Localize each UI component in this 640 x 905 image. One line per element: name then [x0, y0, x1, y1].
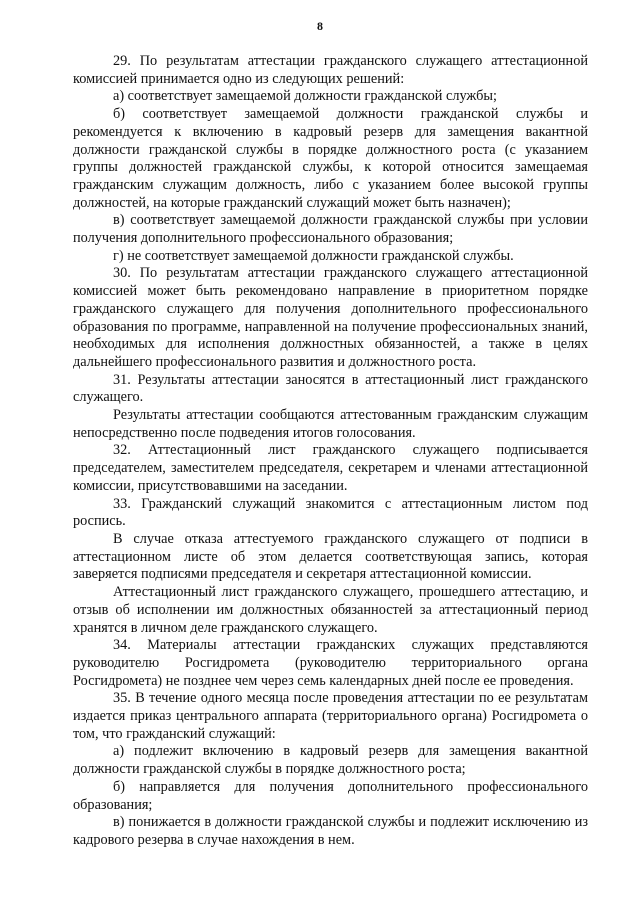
paragraph-35-a: а) подлежит включению в кадровый резерв для замещения вакантной должности гражданской службы в порядке должностного роста; — [73, 743, 588, 778]
paragraph-30: 30. По результатам аттестации гражданского служащего аттестационной комиссией может быть рекомендовано направление в приоритетном порядке гражданского служащего для получения дополнительного профессионального образования по программе, направленной на получение профессиональных знаний, необходимых для исполнения должностных обязанностей, а также в целях дальнейшего профессионального развития и должностного роста. — [73, 265, 588, 370]
paragraph-29-a: а) соответствует замещаемой должности гражданской службы; — [113, 88, 497, 105]
paragraph-31: 31. Результаты аттестации заносятся в аттестационный лист гражданского служащего. — [73, 371, 588, 406]
paragraph-35: 35. В течение одного месяца после проведения аттестации по ее результатам издается приказ центрального аппарата (территориального органа) Росгидромета о том, что гражданский служащий: — [73, 690, 588, 742]
paragraph-29-g: г) не соответствует замещаемой должности гражданской службы. — [113, 247, 514, 264]
paragraph-31-results: Результаты аттестации сообщаются аттестованным гражданским служащим непосредственно после подведения итогов голосования. — [73, 407, 588, 441]
paragraph-32: 32. Аттестационный лист гражданского служащего подписывается председателем, заместителем председателя, секретарем и членами аттестационной комиссии, присутствовавшими на заседании. — [73, 442, 588, 494]
paragraph-35-v: в) понижается в должности гражданской службы и подлежит исключению из кадрового резерва в случае нахождения в нем. — [73, 814, 588, 848]
paragraph-29: 29. По результатам аттестации гражданского служащего аттестационной комиссией принимается одно из следующих решений: — [73, 53, 588, 87]
paragraph-35-b: б) направляется для получения дополнительного профессионального образования; — [73, 778, 588, 813]
document-body — [73, 53, 588, 850]
paragraph-33: 33. Гражданский служащий знакомится с аттестационным листом под роспись. — [73, 495, 588, 530]
paragraph-29-b: б) соответствует замещаемой должности гражданской службы и рекомендуется к включению в кадровый резерв для замещения вакантной должности гражданской службы в порядке должностного роста (с указанием группы должностей гражданской службы, к которой относится замещаемая гражданским служащим должность, либо с указанием более высокой группы должностей, на которые гражданский служащий может быть назначен); — [73, 106, 588, 211]
page-number: 8 — [317, 19, 323, 33]
paragraph-29-v: в) соответствует замещаемой должности гражданской службы при условии получения дополнительного профессионального образования; — [73, 212, 588, 247]
paragraph-34: 34. Материалы аттестации гражданских служащих представляются руководителю Росгидромета (руководителю территориального органа Росгидромета) не позднее чем через семь календарных дней после ее проведения. — [73, 637, 588, 689]
paragraph-33-refusal: В случае отказа аттестуемого гражданского служащего от подписи в аттестационном листе об этом делается соответствующая запись, которая заверяется подписями председателя и секретаря аттестационной комиссии. — [73, 530, 588, 583]
paragraph-33-storage: Аттестационный лист гражданского служащего, прошедшего аттестацию, и отзыв об исполнении им должностных обязанностей за аттестационный период хранятся в личном деле гражданского служащего. — [73, 584, 588, 636]
